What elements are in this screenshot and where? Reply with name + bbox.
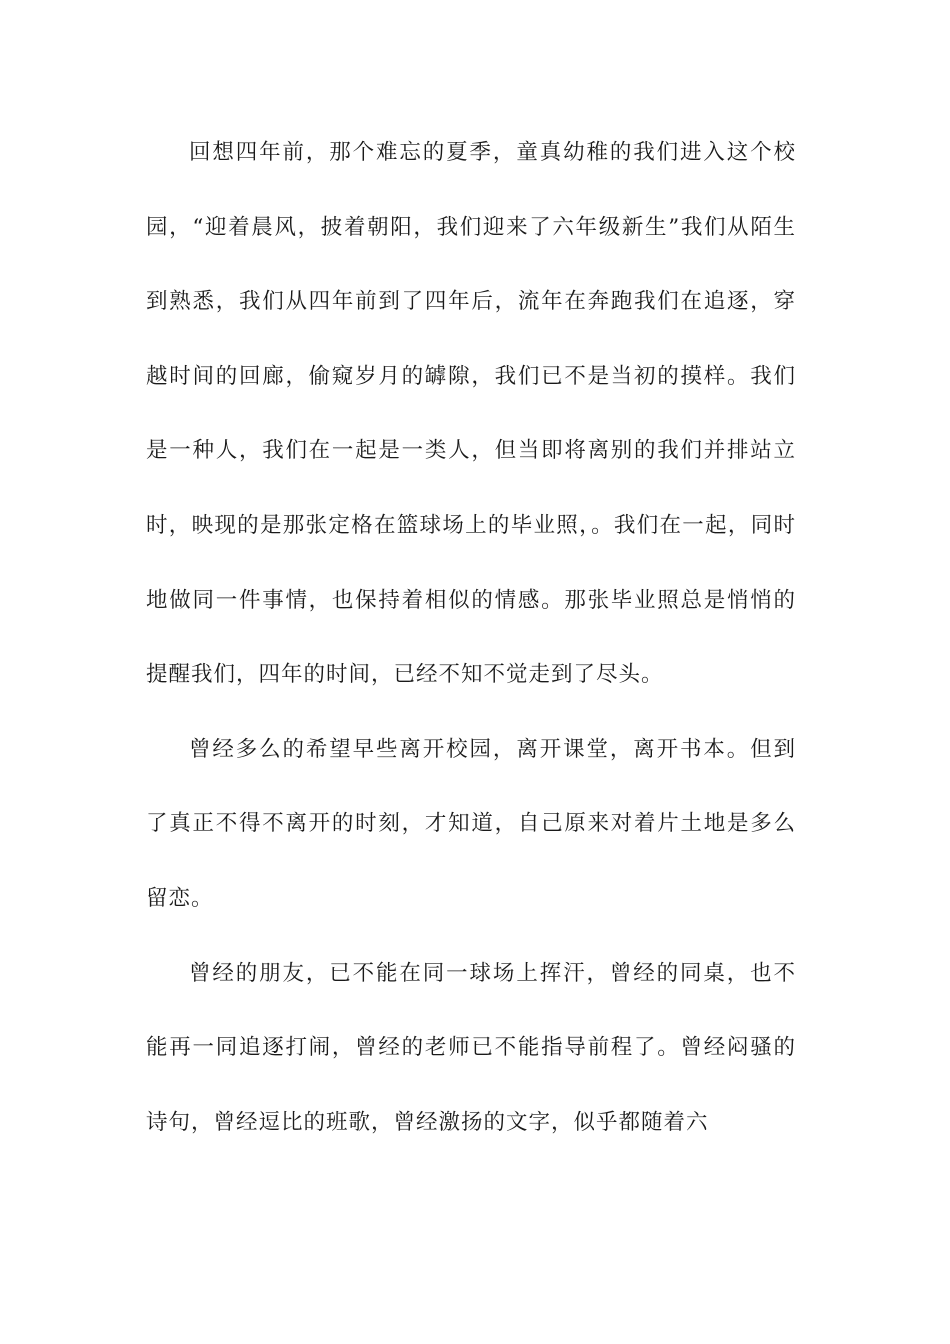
paragraph-2: 曾经多么的希望早些离开校园，离开课堂，离开书本。但到了真正不得不离开的时刻，才知道，自己原来对着片土地是多么留恋。 — [146, 736, 796, 911]
paragraph-1: 回想四年前，那个难忘的夏季，童真幼稚的我们进入这个校园，“迎着晨风，披着朝阳，我们迎来了六年级新生”我们从陌生到熟悉，我们从四年前到了四年后，流年在奔跑我们在追逐，穿越时间的回廊，偷窥岁月的罅隙，我们已不是当初的摸样。我们是一种人，我们在一起是一类人，但当即将离别的我们并排站立时，映现的是那张定格在篮球场上的毕业照，。我们在一起，同时地做同一件事情，也保持着相似的情感。那张毕业照总是悄悄的提醒我们，四年的时间，已经不知不觉走到了尽头。 — [146, 140, 796, 688]
document-body — [146, 116, 796, 1160]
paragraph-3: 曾经的朋友，已不能在同一球场上挥汗，曾经的同桌，也不能再一同追逐打闹，曾经的老师已不能指导前程了。曾经闷骚的诗句，曾经逗比的班歌，曾经激扬的文字，似乎都随着六 — [146, 960, 796, 1135]
